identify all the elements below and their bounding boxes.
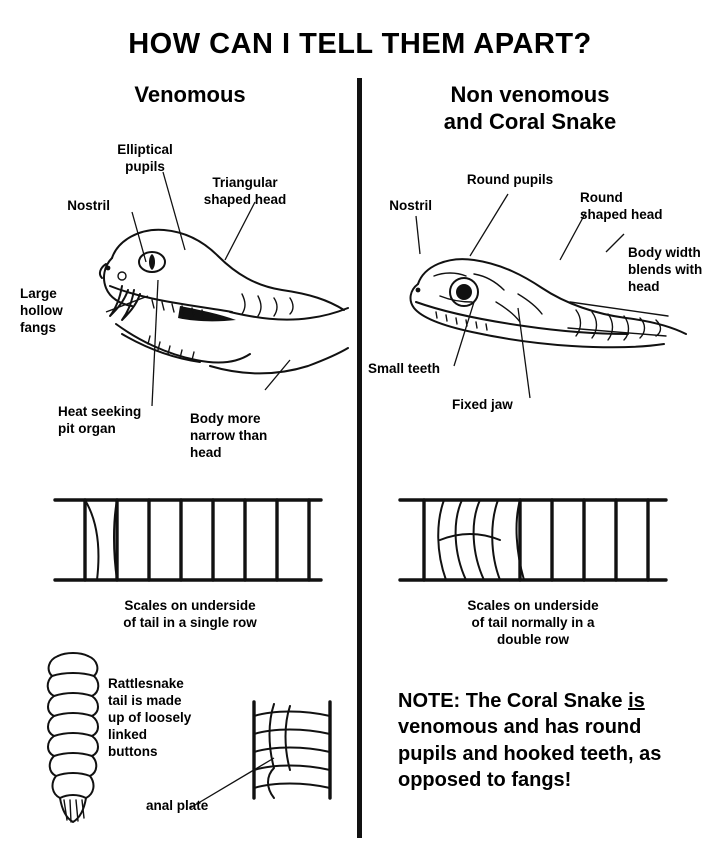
label-heat-seeking-pit-organ: Heat seeking pit organ xyxy=(58,404,142,436)
label-fixed-jaw: Fixed jaw xyxy=(452,397,513,412)
coral-snake-note xyxy=(398,688,678,794)
note-text-post: venomous and has round pupils and hooked teeth, as opposed to fangs! xyxy=(398,716,662,792)
page-title: HOW CAN I TELL THEM APART? xyxy=(128,28,592,60)
rattlesnake-tail-illustration xyxy=(40,648,110,824)
caption-rattlesnake-tail: Rattlesnake tail is made up of loosely linked buttons xyxy=(108,676,192,759)
column-heading-nonvenomous xyxy=(380,82,680,136)
label-round-shaped-head: Round shaped head xyxy=(580,190,663,222)
caption-single-row-scales: Scales on underside of tail in a single row xyxy=(123,598,257,630)
label-elliptical-pupils: Elliptical pupils xyxy=(117,142,173,174)
label-large-hollow-fangs: Large hollow fangs xyxy=(20,286,63,335)
label-nostril-right: Nostril xyxy=(389,198,432,213)
label-nostril-left: Nostril xyxy=(67,198,110,213)
caption-double-row-scales: Scales on underside of tail normally in a double row xyxy=(467,598,599,647)
label-body-more-narrow: Body more narrow than head xyxy=(190,411,268,460)
label-round-pupils: Round pupils xyxy=(466,172,554,187)
note-text-pre: NOTE: The Coral Snake xyxy=(398,690,629,712)
label-small-teeth: Small teeth xyxy=(368,361,441,376)
double-row-scales-illustration xyxy=(400,492,670,588)
note-text-underlined: is xyxy=(628,690,645,712)
column-heading-venomous: Venomous xyxy=(134,82,246,107)
label-triangular-head: Triangular shaped head xyxy=(203,175,287,207)
label-body-width-blends: Body width blends with head xyxy=(628,245,703,294)
column-heading-nonvenomous-line2: and Coral Snake xyxy=(443,108,617,134)
column-heading-nonvenomous-line1: Non venomous xyxy=(450,82,610,107)
label-anal-plate: anal plate xyxy=(146,798,209,813)
single-row-scales-illustration xyxy=(55,492,325,588)
